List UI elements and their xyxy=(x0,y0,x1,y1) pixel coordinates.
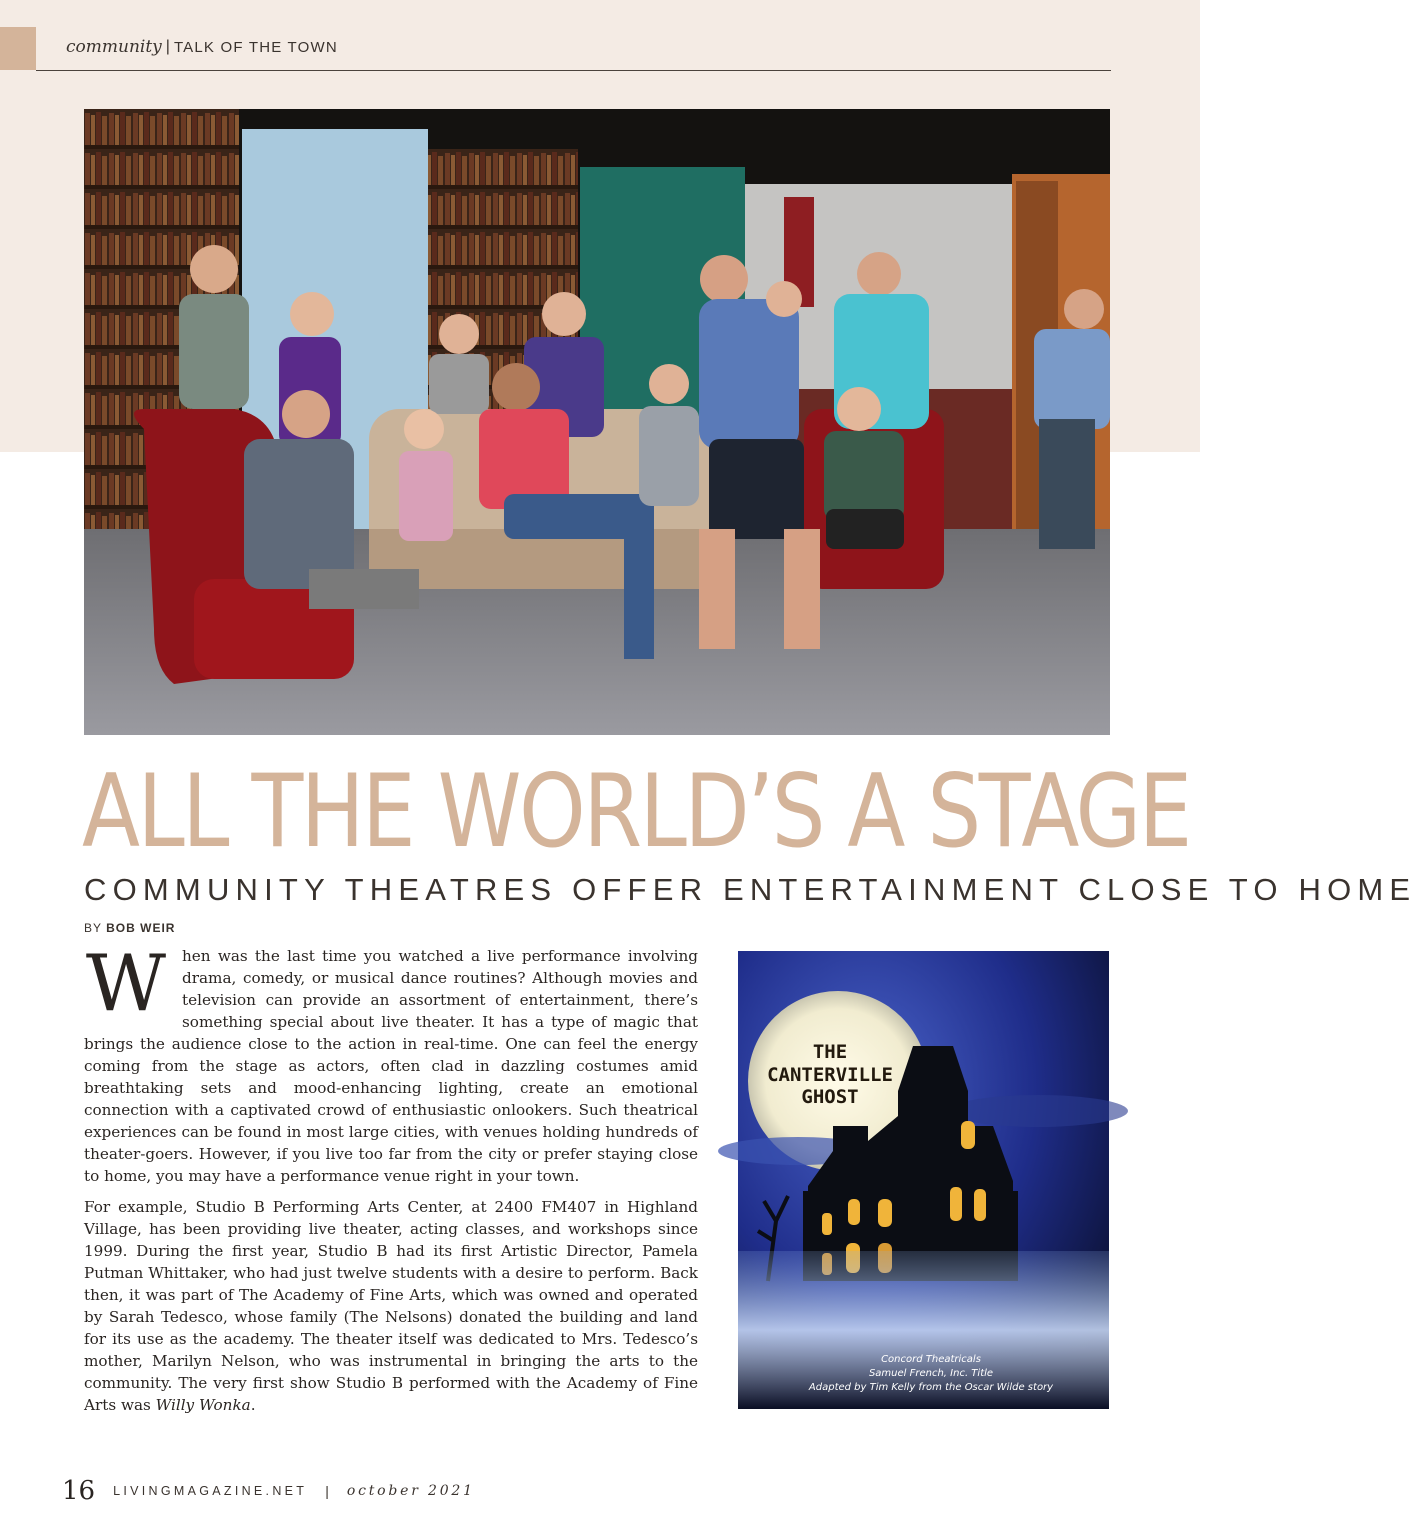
show-title: Willy Wonka xyxy=(155,1396,251,1414)
poster-title-line-2: CANTERVILLE xyxy=(767,1064,893,1086)
paragraph-2-text: For example, Studio B Performing Arts Center, at 2400 FM407 in Highland Village, has been providing live theater, acting classes, and workshops since 1999. During the first year, Studio B had its first Artistic Director, Pamela Putman Whittaker, who had just twelve students with a desire to perform. Back then, it was part of The Academy of Fine Arts, which was owned and operated by Sarah Tedesco, whose family (The Nelsons) donated the building and land for its use as the academy. The theater itself was dedicated to Mrs. Tedesco’s mother, Marilyn Nelson, who was instrumental in bringing the arts to the community. The very first show Studio B performed with the Academy of Fine Arts was xyxy=(84,1198,698,1414)
site-url: LIVINGMAGAZINE.NET xyxy=(113,1484,308,1498)
paragraph-1-text: hen was the last time you watched a live performance involving drama, comedy, or musical dance routines? Although movies and television can provide an assortment of entertainment, there’s something special about live theater. It has a type of magic that brings the audience close to the action in real-time. One can feel the energy coming from the stage as actors, often clad in dazzling costumes amid breathtaking sets and mood-enhancing lighting, create an emotional connection with a captivated crowd of enthusiastic onlookers. Such theatrical experiences can be found in most large cities, with venues holding hundreds of theater-goers. However, if you live too far from the city or prefer staying close to home, you may have a performance venue right in your town. xyxy=(84,947,698,1185)
byline-prefix: BY xyxy=(84,921,102,935)
hero-photo xyxy=(84,109,1110,735)
section-tab-marker xyxy=(0,27,36,70)
page-footer xyxy=(62,1473,475,1509)
section-name: community xyxy=(66,37,162,57)
author-name: BOB WEIR xyxy=(106,921,176,935)
paragraph-1 xyxy=(84,939,698,1187)
issue-date: october 2021 xyxy=(346,1483,475,1499)
poster-credit-3: Adapted by Tim Kelly from the Oscar Wilde story xyxy=(808,1382,1054,1393)
article-title: ALL THE WORLD’S A STAGE xyxy=(82,752,1190,870)
drop-cap: W xyxy=(85,939,167,1029)
article-subtitle: COMMUNITY THEATRES OFFER ENTERTAINMENT CLOSE TO HOME xyxy=(84,872,1416,907)
header-divider: | xyxy=(165,38,170,55)
poster-credit-2: Samuel French, Inc. Title xyxy=(868,1368,994,1379)
poster-credit-1: Concord Theatricals xyxy=(881,1354,981,1365)
poster-title-line-3: GHOST xyxy=(801,1086,859,1108)
header-rule xyxy=(36,70,1111,71)
article-body xyxy=(84,939,698,1425)
canterville-ghost-poster xyxy=(738,951,1109,1409)
paragraph-2 xyxy=(84,1196,698,1416)
poster-title-line-1: THE xyxy=(812,1041,848,1063)
paragraph-2-end: . xyxy=(250,1396,256,1414)
section-header xyxy=(66,32,338,62)
page-number: 16 xyxy=(62,1476,96,1506)
footer-separator: | xyxy=(325,1483,329,1499)
byline xyxy=(84,921,175,935)
section-topic: TALK OF THE TOWN xyxy=(173,38,338,56)
